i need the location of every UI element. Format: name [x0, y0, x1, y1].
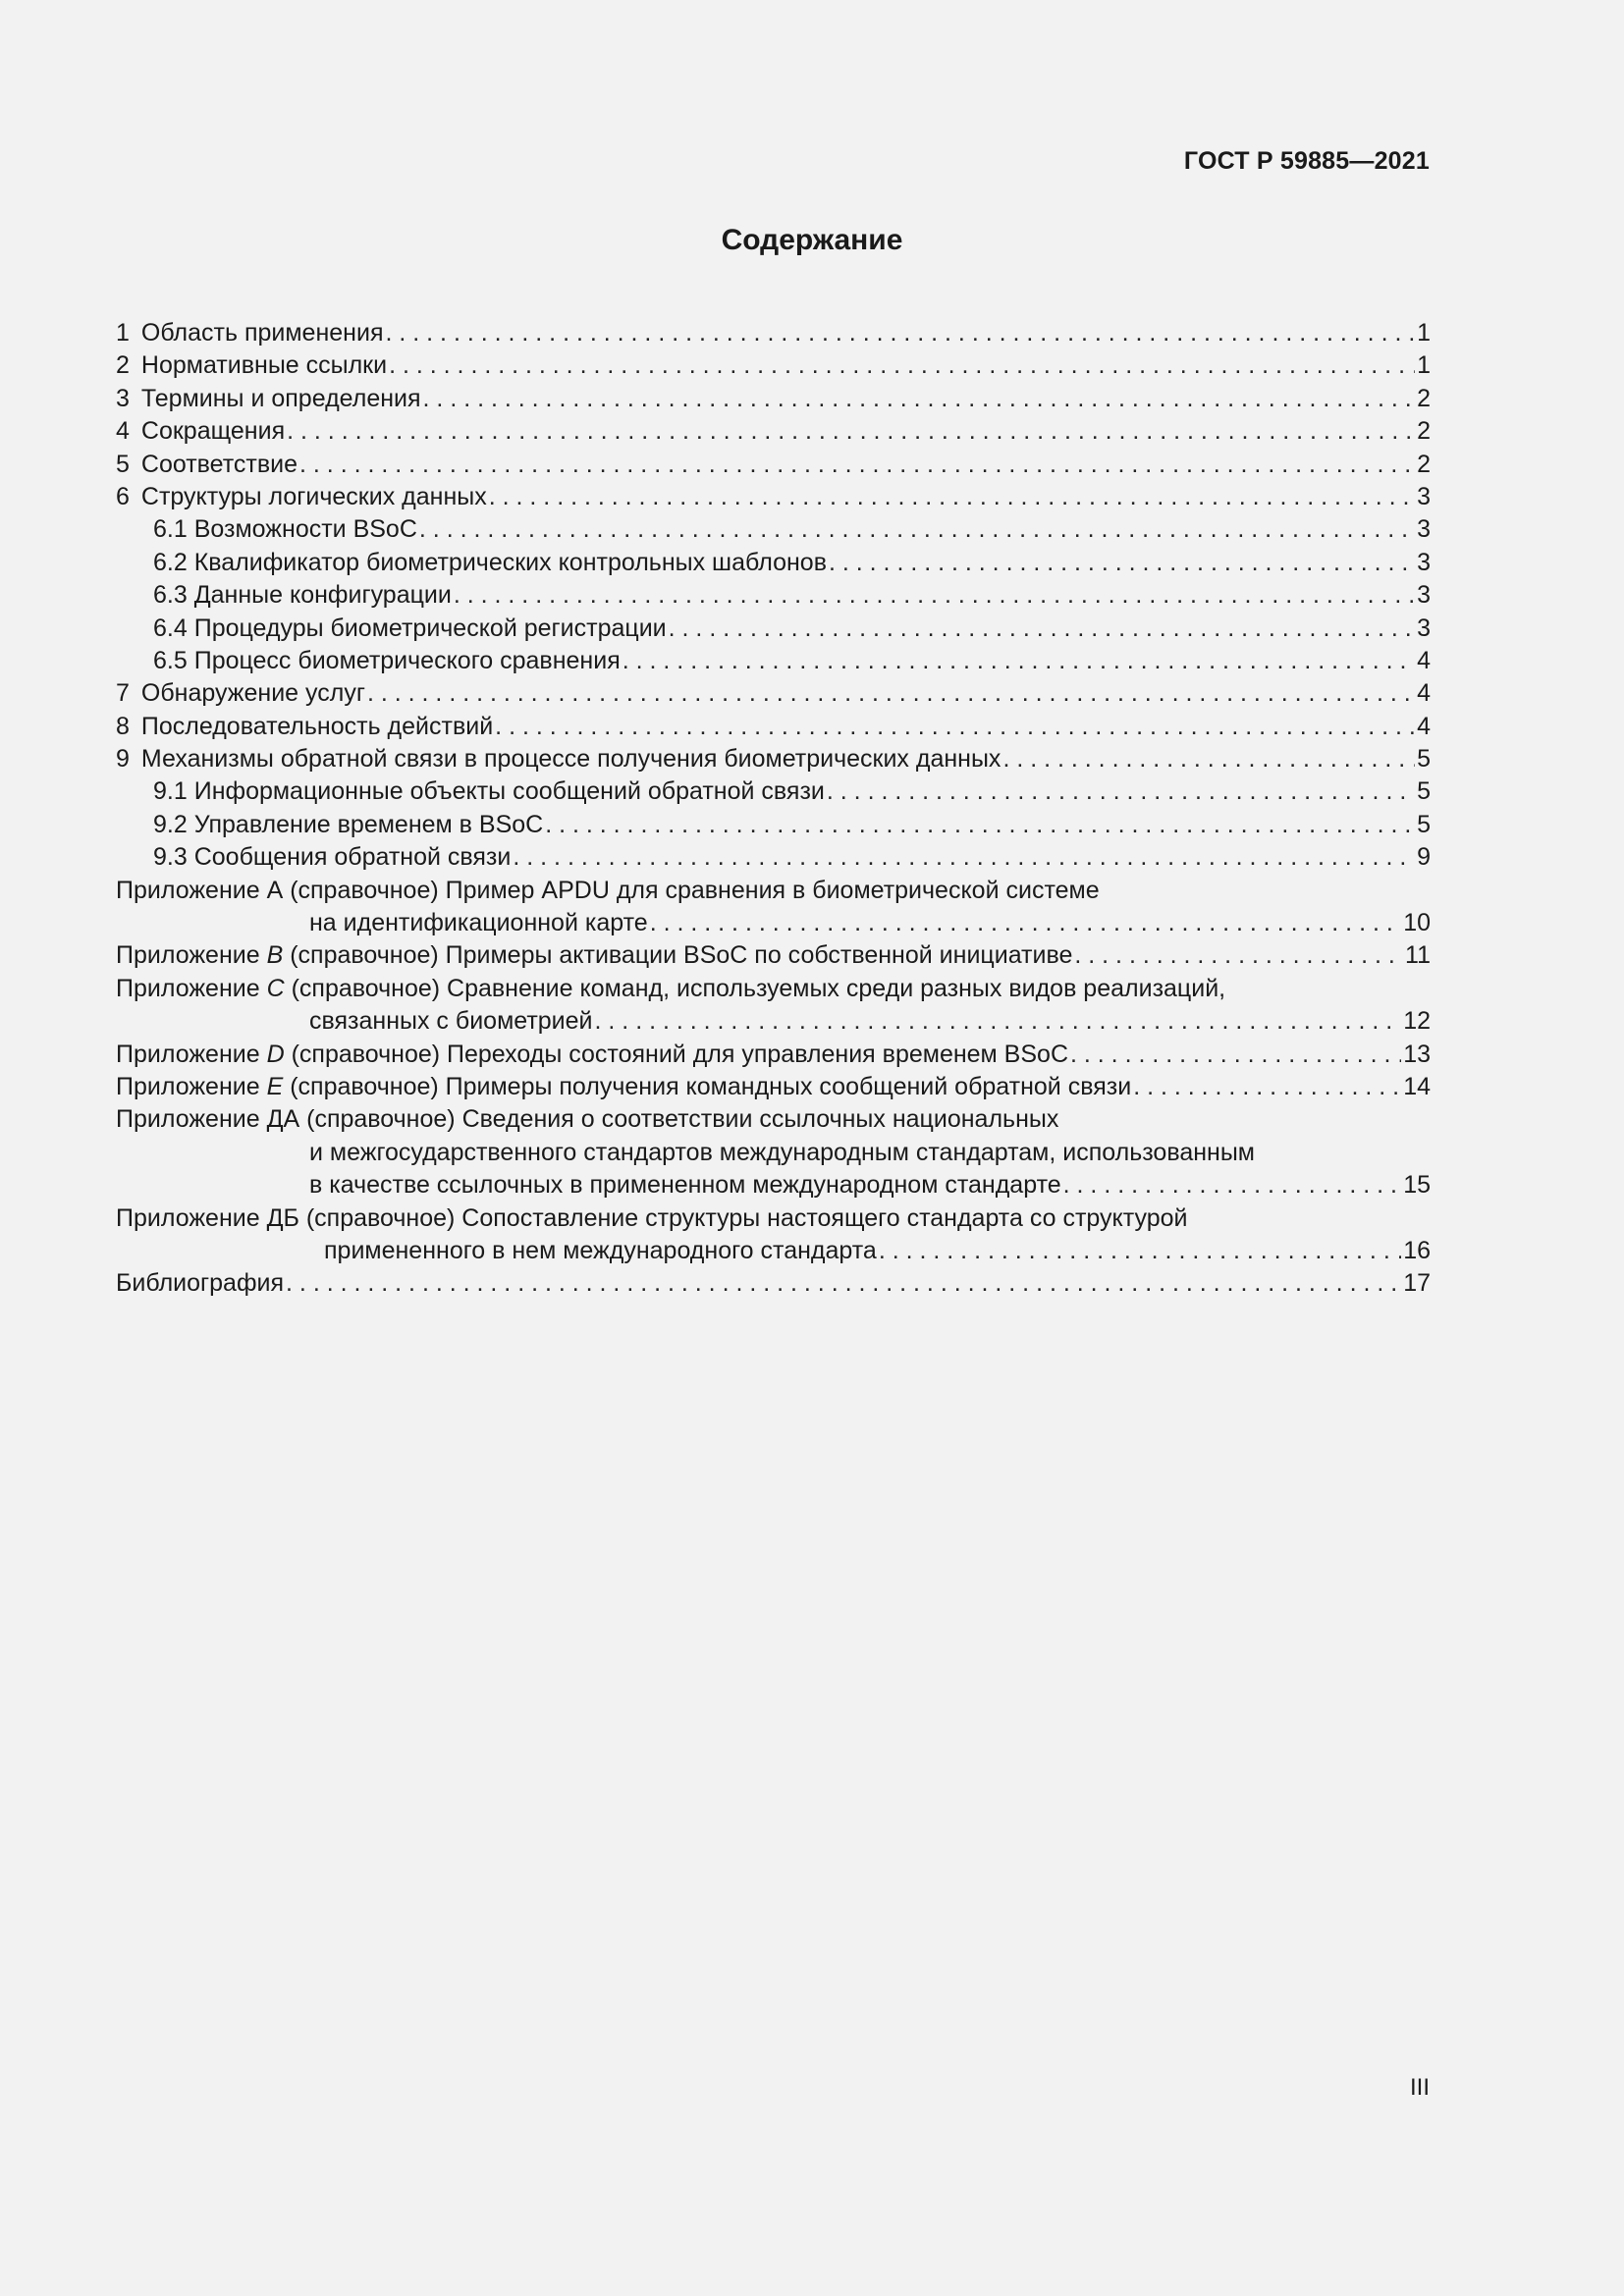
- toc-entry-page: 15: [1403, 1171, 1431, 1200]
- leader-dots: [827, 775, 1415, 808]
- leader-dots: [385, 317, 1415, 349]
- appendix-prefix: Приложение: [116, 1072, 267, 1100]
- appendix-letter: D: [266, 1040, 285, 1068]
- toc-entry-page: 4: [1417, 646, 1431, 674]
- toc-entry-text: Информационные объекты сообщений обратной связи: [193, 777, 825, 806]
- toc-appendix-d[interactable]: [116, 1039, 1431, 1071]
- toc-entry-number: 6.2: [153, 548, 188, 576]
- table-of-contents: [116, 317, 1431, 1301]
- leader-dots: [1063, 1169, 1402, 1201]
- toc-entry-6-2[interactable]: [116, 547, 1431, 579]
- toc-appendix-a-line1[interactable]: Приложение А (справочное) Пример APDU для сравнения в биометрической системе: [116, 876, 1100, 904]
- toc-entry-6-4[interactable]: [116, 613, 1431, 645]
- toc-entry-page: 3: [1417, 581, 1431, 610]
- toc-entry-number: 6.3: [153, 581, 188, 610]
- toc-entry-text: Сокращения: [140, 417, 286, 446]
- toc-entry-text: Сообщения обратной связи: [193, 843, 512, 872]
- leader-dots: [513, 841, 1415, 874]
- toc-entry-page: 11: [1405, 941, 1431, 970]
- toc-entry-number: 9: [116, 745, 130, 774]
- leader-dots: [1133, 1071, 1401, 1103]
- leader-dots: [489, 481, 1415, 513]
- toc-appendix-da-line1[interactable]: Приложение ДА (справочное) Сведения о соответствии ссылочных национальных: [116, 1105, 1059, 1134]
- leader-dots: [287, 415, 1415, 448]
- toc-entry-6-1[interactable]: [116, 513, 1431, 546]
- leader-dots: [879, 1235, 1401, 1267]
- toc-entry-page: 2: [1417, 450, 1431, 478]
- toc-entry-number: 7: [116, 679, 130, 708]
- leader-dots: [1070, 1039, 1401, 1071]
- leader-dots: [545, 809, 1415, 841]
- toc-entry-text: (справочное) Сравнение команд, используемых среди разных видов реализаций,: [284, 974, 1226, 1002]
- appendix-prefix: Приложение: [116, 941, 267, 970]
- leader-dots: [669, 613, 1415, 645]
- page-number: III: [1409, 2074, 1430, 2101]
- toc-appendix-db[interactable]: [116, 1235, 1431, 1267]
- toc-entry-number: 6.4: [153, 614, 188, 642]
- toc-entry-text: Нормативные ссылки: [140, 351, 388, 380]
- appendix-letter: C: [266, 974, 285, 1002]
- toc-entry-8[interactable]: [116, 711, 1431, 743]
- toc-appendix-b[interactable]: [116, 939, 1431, 972]
- leader-dots: [1074, 939, 1403, 972]
- appendix-prefix: Приложение: [116, 974, 267, 1002]
- toc-entry-text: Структуры логических данных: [140, 482, 487, 510]
- toc-entry-text: Последовательность действий: [140, 712, 494, 740]
- toc-appendix-c-line1[interactable]: [116, 973, 1431, 1005]
- toc-entry-text: Данные конфигурации: [193, 581, 452, 610]
- toc-entry-text: (справочное) Примеры активации BSoC по собственной инициативе: [283, 941, 1073, 970]
- leader-dots: [1002, 743, 1415, 775]
- toc-entry-9[interactable]: [116, 743, 1431, 775]
- toc-entry-page: 3: [1417, 548, 1431, 576]
- toc-entry-page: 1: [1417, 351, 1431, 380]
- toc-entry-page: 4: [1417, 712, 1431, 740]
- toc-entry-page: 4: [1417, 679, 1431, 708]
- toc-entry-number: 2: [116, 351, 130, 380]
- appendix-letter: B: [266, 941, 284, 970]
- toc-entry-text: (справочное) Переходы состояний для управления временем BSoC: [284, 1040, 1068, 1068]
- toc-entry-text: Процедуры биометрической регистрации: [193, 614, 667, 642]
- toc-entry-text: Библиография: [116, 1269, 285, 1298]
- toc-entry-6-3[interactable]: [116, 579, 1431, 612]
- toc-entry-text: Область применения: [140, 319, 384, 347]
- toc-entry-page: 2: [1417, 384, 1431, 412]
- toc-entry-9-2[interactable]: [116, 809, 1431, 841]
- leader-dots: [623, 645, 1415, 677]
- toc-entry-number: 9.1: [153, 777, 188, 806]
- toc-entry-1[interactable]: [116, 317, 1431, 349]
- toc-entry-number: 1: [116, 319, 130, 347]
- toc-bibliography[interactable]: [116, 1267, 1431, 1300]
- toc-entry-text: Процесс биометрического сравнения: [193, 646, 621, 674]
- leader-dots: [423, 383, 1416, 415]
- toc-entry-number: 6.5: [153, 646, 188, 674]
- document-id: ГОСТ Р 59885—2021: [1183, 147, 1430, 175]
- toc-entry-page: 17: [1403, 1269, 1431, 1298]
- toc-entry-text: Квалификатор биометрических контрольных шаблонов: [193, 548, 827, 576]
- toc-entry-number: 9.3: [153, 843, 188, 872]
- toc-entry-page: 13: [1403, 1040, 1431, 1068]
- toc-entry-page: 2: [1417, 417, 1431, 446]
- toc-appendix-da-line2[interactable]: и межгосударственного стандартов международным стандартам, использованным: [309, 1138, 1255, 1166]
- leader-dots: [389, 349, 1415, 382]
- leader-dots: [650, 907, 1401, 939]
- toc-appendix-da[interactable]: [116, 1169, 1431, 1201]
- leader-dots: [367, 677, 1415, 710]
- toc-entry-text: в качестве ссылочных в примененном международном стандарте: [309, 1171, 1061, 1200]
- toc-entry-7[interactable]: [116, 677, 1431, 710]
- appendix-prefix: Приложение: [116, 1040, 267, 1068]
- toc-entry-page: 3: [1417, 515, 1431, 544]
- toc-entry-5[interactable]: [116, 449, 1431, 481]
- leader-dots: [495, 711, 1415, 743]
- leader-dots: [595, 1005, 1402, 1038]
- toc-appendix-db-line1[interactable]: Приложение ДБ (справочное) Сопоставление структуры настоящего стандарта со структурой: [116, 1203, 1188, 1232]
- toc-entry-text: на идентификационной карте: [309, 909, 648, 937]
- toc-entry-number: 9.2: [153, 810, 188, 838]
- toc-entry-page: 3: [1417, 482, 1431, 510]
- toc-entry-text: Возможности BSoC: [193, 515, 417, 544]
- toc-entry-page: 5: [1417, 810, 1431, 838]
- toc-entry-page: 5: [1417, 777, 1431, 806]
- leader-dots: [419, 513, 1415, 546]
- toc-entry-page: 14: [1403, 1072, 1431, 1100]
- toc-entry-3[interactable]: [116, 383, 1431, 415]
- toc-entry-page: 9: [1417, 843, 1431, 872]
- toc-entry-6[interactable]: [116, 481, 1431, 513]
- toc-entry-text: связанных с биометрией: [309, 1007, 593, 1036]
- toc-appendix-a[interactable]: [116, 907, 1431, 939]
- toc-entry-page: 10: [1403, 909, 1431, 937]
- toc-title: Содержание: [721, 224, 903, 256]
- toc-appendix-e[interactable]: [116, 1071, 1431, 1103]
- toc-entry-page: 5: [1417, 745, 1431, 774]
- toc-entry-6-5[interactable]: [116, 645, 1431, 677]
- leader-dots: [454, 579, 1415, 612]
- appendix-letter: E: [266, 1072, 284, 1100]
- toc-entry-number: 8: [116, 712, 130, 740]
- toc-entry-number: 6.1: [153, 515, 188, 544]
- toc-entry-text: Термины и определения: [140, 384, 421, 412]
- toc-entry-9-1[interactable]: [116, 775, 1431, 808]
- toc-entry-number: 5: [116, 450, 130, 478]
- toc-entry-page: 16: [1403, 1236, 1431, 1264]
- toc-entry-number: 4: [116, 417, 130, 446]
- leader-dots: [286, 1267, 1401, 1300]
- toc-entry-text: Управление временем в BSoC: [193, 810, 544, 838]
- leader-dots: [299, 449, 1415, 481]
- toc-entry-9-3[interactable]: [116, 841, 1431, 874]
- toc-entry-text: Механизмы обратной связи в процессе получения биометрических данных: [140, 745, 1001, 774]
- toc-entry-page: 1: [1417, 319, 1431, 347]
- toc-entry-text: примененного в нем международного стандарта: [324, 1236, 877, 1264]
- toc-entry-text: Соответствие: [140, 450, 298, 478]
- toc-entry-number: 6: [116, 482, 130, 510]
- toc-entry-4[interactable]: [116, 415, 1431, 448]
- toc-appendix-c[interactable]: [116, 1005, 1431, 1038]
- toc-entry-number: 3: [116, 384, 130, 412]
- toc-entry-2[interactable]: [116, 349, 1431, 382]
- toc-entry-text: Обнаружение услуг: [140, 679, 365, 708]
- toc-entry-text: (справочное) Примеры получения командных сообщений обратной связи: [283, 1072, 1132, 1100]
- toc-entry-page: 3: [1417, 614, 1431, 642]
- leader-dots: [829, 547, 1415, 579]
- toc-entry-page: 12: [1403, 1007, 1431, 1036]
